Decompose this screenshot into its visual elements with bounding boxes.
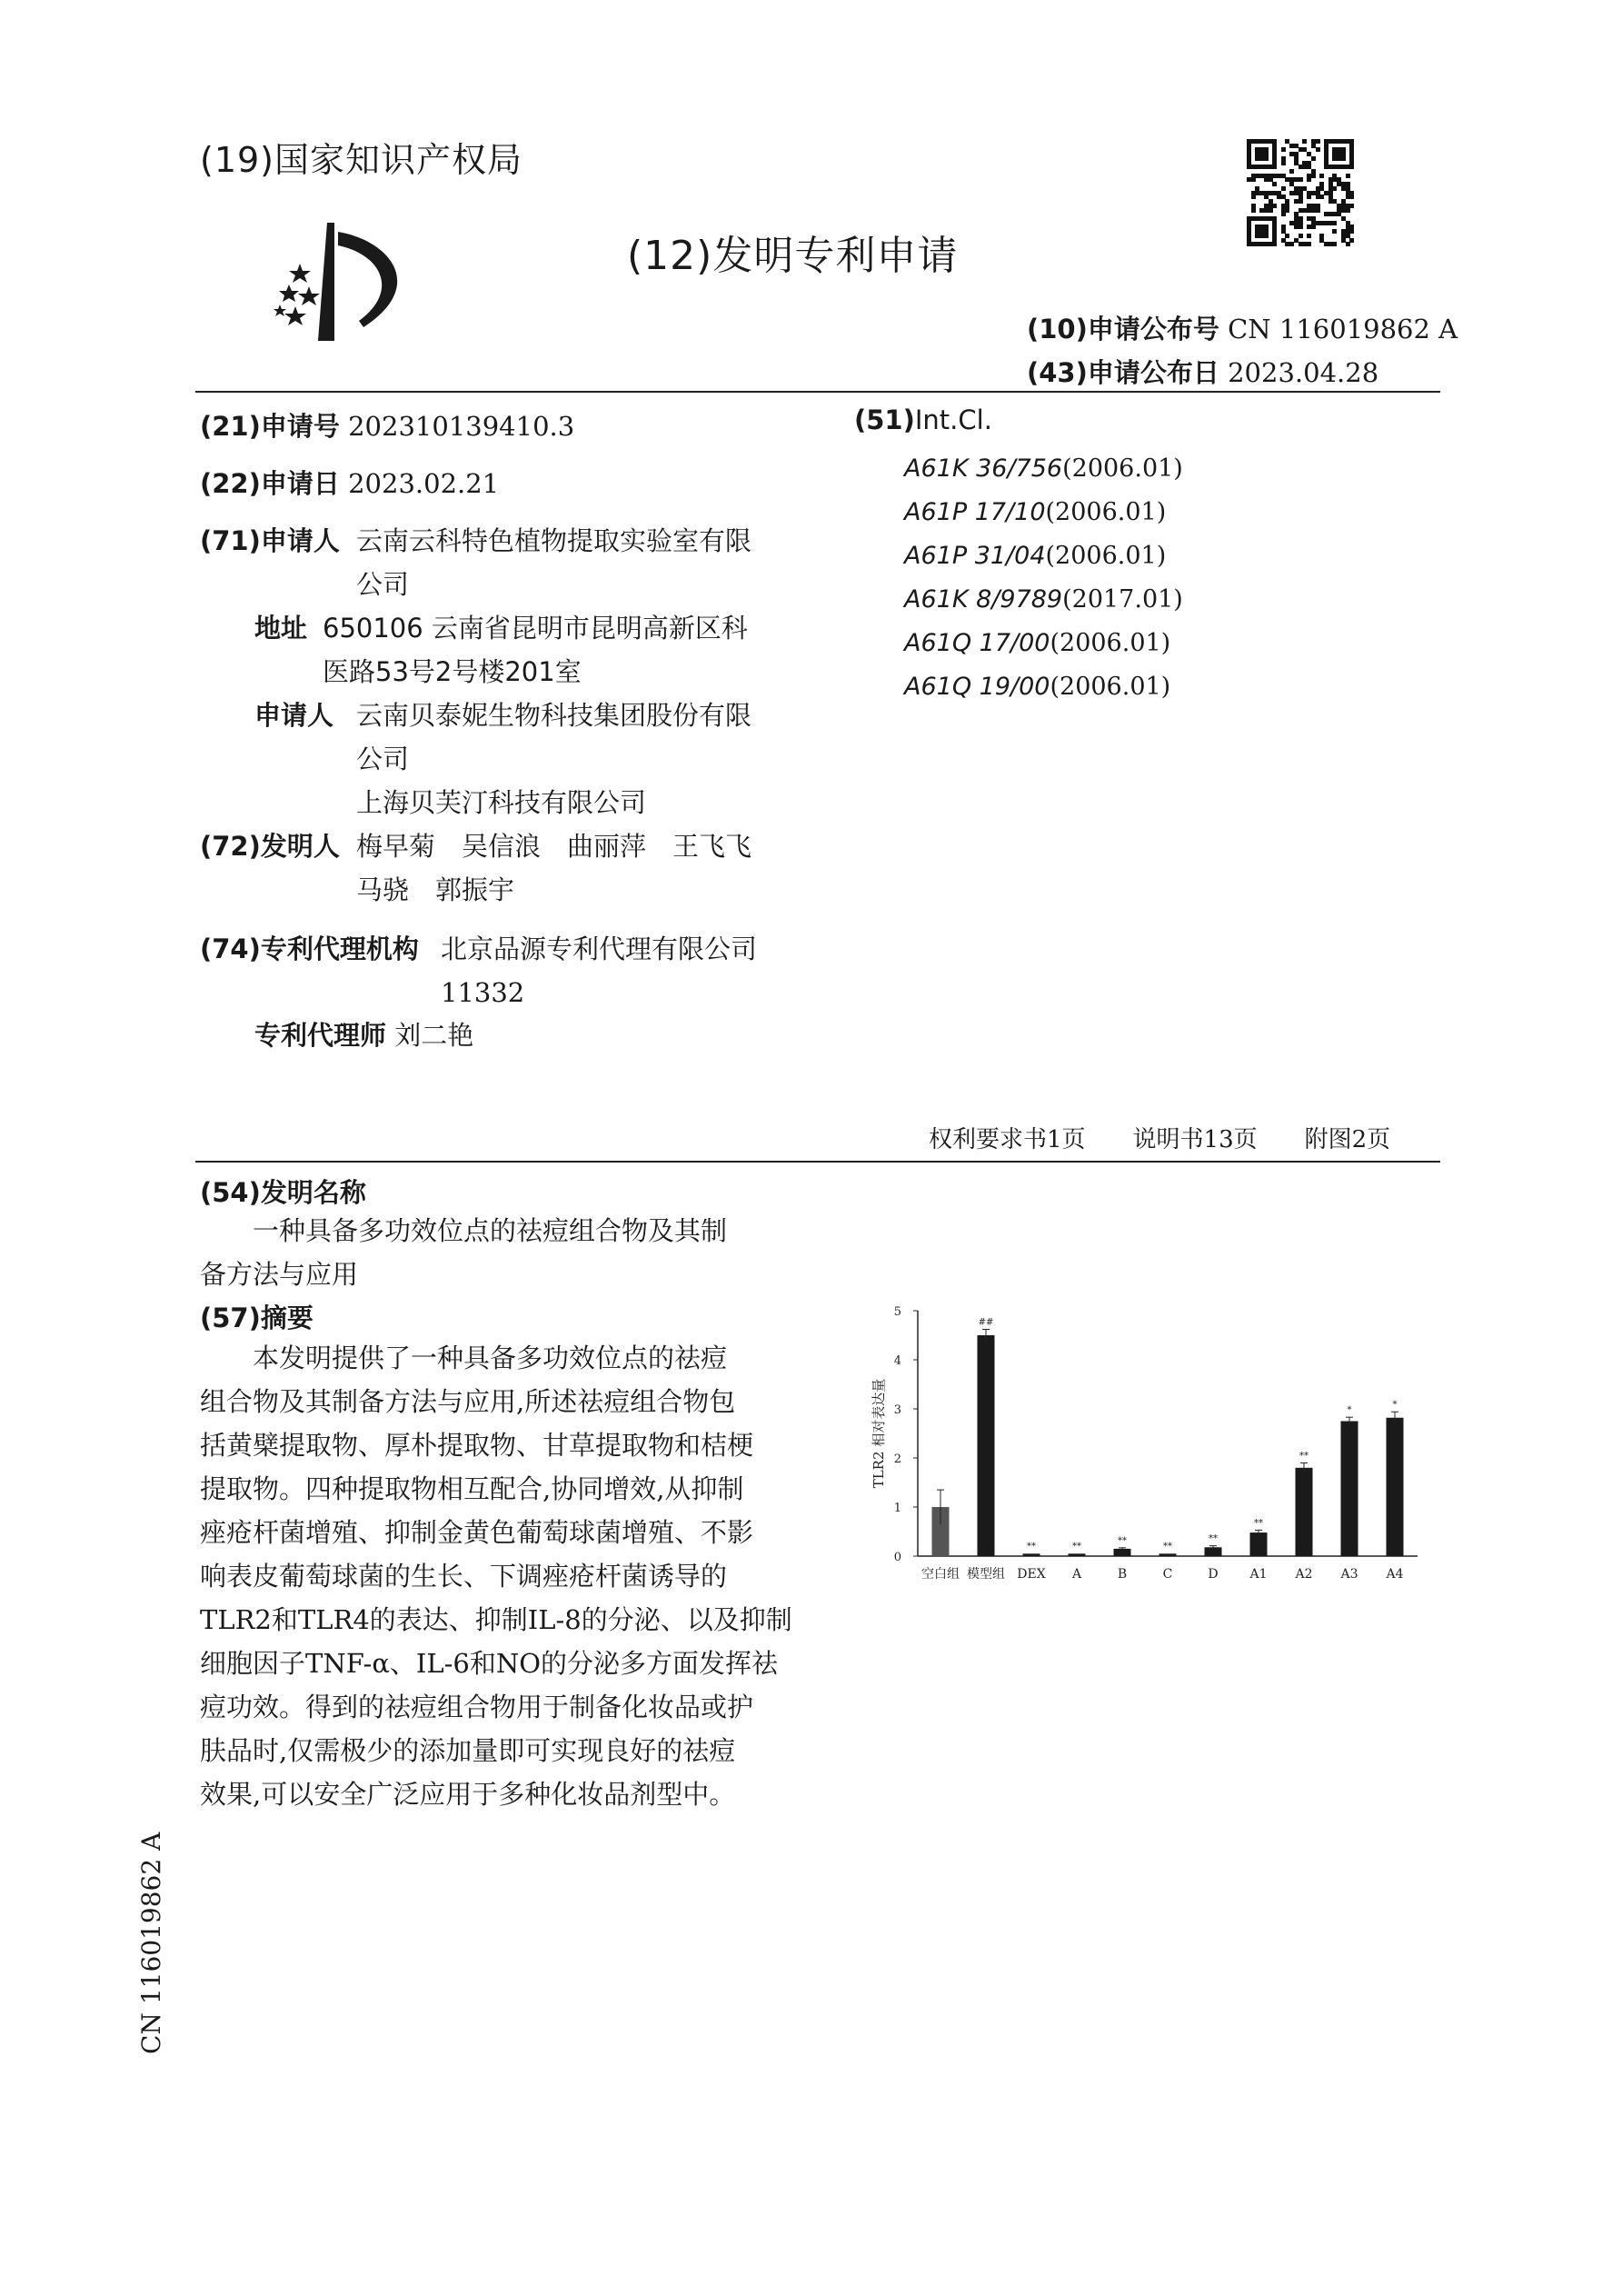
significance-marker: ## (978, 1317, 994, 1328)
x-tick-label: D (1208, 1567, 1219, 1582)
applicant-1-name: 云南云科特色植物提取实验室有限 公司 (356, 525, 752, 600)
y-tick-label: 4 (893, 1354, 901, 1368)
abstract-line: 括黄檗提取物、厚朴提取物、甘草提取物和桔梗 (200, 1430, 754, 1461)
ipc-version: (2006.01) (1050, 629, 1171, 657)
application-date: (22)申请日 2023.02.21 (200, 468, 500, 499)
office-code: (19) (200, 140, 275, 180)
ipc-entry (904, 578, 1183, 622)
ipc-entry (904, 534, 1183, 578)
side-publication-number: CN 116019862 A (136, 1832, 166, 2054)
ipc-version: (2006.01) (1050, 673, 1171, 701)
applicant-1: (71)申请人 (200, 525, 340, 556)
abstract-line: 肤品时,仅需极少的添加量即可实现良好的祛痘 (200, 1735, 736, 1766)
bar (1341, 1422, 1358, 1557)
title-header: (54)发明名称 (200, 1177, 366, 1208)
inventor-names: 梅早菊 吴信浪 曲丽萍 王飞飞 马骁 郭振宇 (356, 831, 752, 905)
tlr2-bar-chart (863, 1291, 1427, 1591)
y-tick-label: 5 (893, 1305, 901, 1319)
significance-marker: * (1347, 1405, 1352, 1416)
abstract-line: TLR2和TLR4的表达、抑制IL-8的分泌、以及抑制 (200, 1604, 792, 1635)
agency-name: 北京品源专利代理有限公司 11332 (441, 933, 758, 1008)
significance-marker: ** (1254, 1518, 1263, 1529)
x-tick-label: A4 (1386, 1567, 1404, 1582)
ipc-class: A61K 8/9789 (904, 585, 1063, 614)
bar (1069, 1553, 1086, 1556)
publication-number: (10)申请公布号 CN 116019862 A (1027, 314, 1458, 344)
header-rule (195, 391, 1440, 393)
bar (1387, 1418, 1404, 1556)
office-header (200, 132, 522, 182)
y-tick-label: 2 (893, 1452, 901, 1466)
agency: (74)专利代理机构 (200, 933, 419, 964)
qr-code (1247, 139, 1354, 246)
inventors: (72)发明人 (200, 831, 340, 862)
x-tick-label: DEX (1017, 1567, 1046, 1582)
pages-rule (195, 1161, 1440, 1163)
bar (1114, 1549, 1131, 1556)
applicant-2-name: 云南贝泰妮生物科技集团股份有限 公司 上海贝芙汀科技有限公司 (356, 694, 751, 824)
publication-number-value: CN 116019862 A (1228, 314, 1458, 344)
ipc-entry (904, 491, 1183, 534)
x-tick-label: C (1162, 1567, 1173, 1582)
ipc-class: A61K 36/756 (904, 454, 1063, 483)
publication-date-value: 2023.04.28 (1228, 357, 1379, 388)
address-value: 650106 云南省昆明市昆明高新区科 医路53号2号楼201室 (323, 613, 748, 687)
ipc-list (904, 447, 1183, 709)
abstract-line: 组合物及其制备方法与应用,所述祛痘组合物包 (200, 1386, 736, 1417)
significance-marker: ** (1209, 1533, 1218, 1544)
bar (1296, 1468, 1313, 1556)
abstract-line: 响表皮葡萄球菌的生长、下调痤疮杆菌诱导的 (200, 1561, 728, 1592)
x-tick-label: B (1117, 1567, 1128, 1582)
x-tick-label: A2 (1295, 1567, 1313, 1582)
applicant-2: 申请人 (254, 700, 334, 731)
doc-type: 发明专利申请 (712, 233, 959, 279)
ipc-class: A61Q 19/00 (904, 673, 1050, 701)
ipc-header: (51)Int.Cl. (854, 404, 992, 435)
publication-date: (43)申请公布日 2023.04.28 (1027, 357, 1379, 388)
abstract-line: 痘功效。得到的祛痘组合物用于制备化妆品或护 (200, 1692, 754, 1722)
x-tick-label: A (1071, 1567, 1082, 1582)
abstract-header: (57)摘要 (200, 1303, 313, 1333)
y-tick-label: 0 (893, 1551, 901, 1564)
ipc-entry (904, 447, 1183, 491)
y-tick-label: 1 (893, 1502, 901, 1515)
ipc-entry (904, 622, 1183, 665)
abstract-body (200, 1336, 818, 1816)
x-tick-label: 空白组 (921, 1567, 960, 1582)
ipc-entry (904, 665, 1183, 709)
applicant-3-name: 上海贝芙汀科技有限公司 (356, 787, 647, 818)
address: 地址 (254, 613, 308, 644)
pages-info: 权利要求书1页 说明书13页 附图2页 (929, 1126, 1391, 1153)
y-tick-label: 3 (893, 1403, 901, 1417)
bar (1250, 1532, 1268, 1556)
doc-type-header (627, 223, 958, 281)
significance-marker: ** (1027, 1541, 1036, 1552)
ipc-class: A61P 17/10 (904, 498, 1046, 526)
ipc-version: (2006.01) (1062, 454, 1183, 483)
abstract-line: 提取物。四种提取物相互配合,协同增效,从抑制 (200, 1473, 744, 1504)
ipc-version: (2017.01) (1062, 585, 1183, 614)
ipc-class: A61Q 17/00 (904, 629, 1050, 657)
x-tick-label: 模型组 (967, 1567, 1005, 1582)
ipc-version: (2006.01) (1045, 498, 1167, 526)
abstract-line: 细胞因子TNF-α、IL-6和NO的分泌多方面发挥祛 (200, 1648, 779, 1679)
abstract-line: 效果,可以安全广泛应用于多种化妆品剂型中。 (200, 1779, 736, 1810)
cnipa-logo (273, 223, 427, 345)
ipc-version: (2006.01) (1045, 542, 1167, 570)
bar (1023, 1553, 1040, 1556)
significance-marker: ** (1299, 1451, 1309, 1462)
invention-title: 一种具备多功效位点的祛痘组合物及其制 备方法与应用 (200, 1215, 728, 1290)
y-axis-label: TLR2 相对表达量 (871, 1378, 887, 1489)
bar (978, 1335, 995, 1556)
application-number: (21)申请号 202310139410.3 (200, 411, 575, 442)
doc-type-code: (12) (627, 233, 713, 279)
patent-agent: 专利代理师 刘二艳 (254, 1020, 474, 1051)
bar (1159, 1553, 1177, 1556)
significance-marker: * (1392, 1400, 1398, 1411)
significance-marker: ** (1118, 1535, 1127, 1546)
x-tick-label: A3 (1340, 1567, 1358, 1582)
abstract-line: 痤疮杆菌增殖、抑制金黄色葡萄球菌增殖、不影 (200, 1517, 754, 1548)
significance-marker: ** (1072, 1541, 1081, 1552)
x-tick-label: A1 (1249, 1567, 1268, 1582)
ipc-class: A61P 31/04 (904, 542, 1046, 570)
abstract-line: 本发明提供了一种具备多功效位点的祛痘 (253, 1343, 728, 1373)
significance-marker: ** (1163, 1541, 1172, 1552)
office-name: 国家知识产权局 (274, 140, 523, 180)
